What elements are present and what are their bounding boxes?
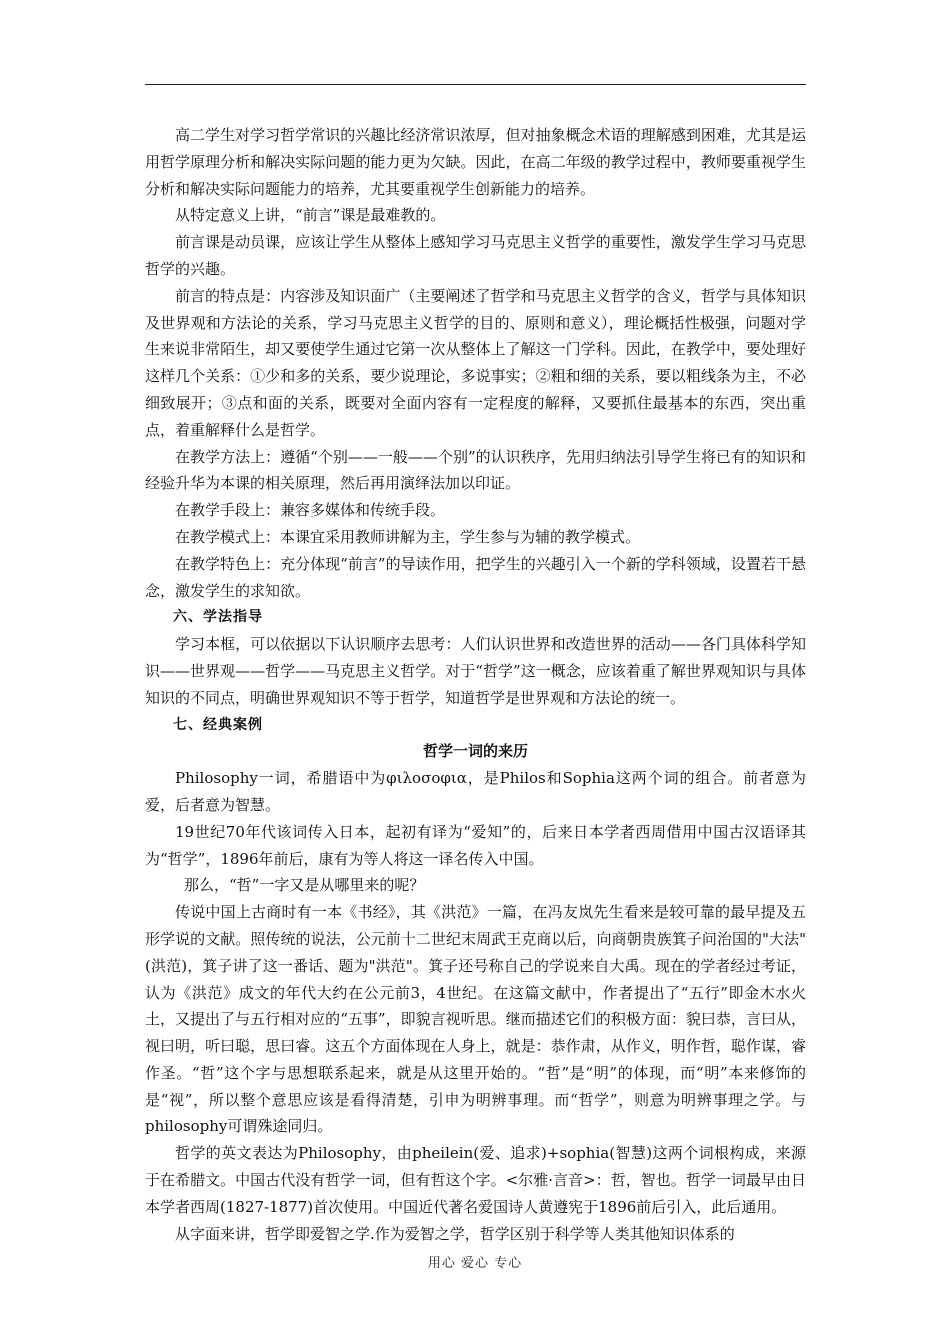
paragraph: 学习本框，可以依据以下认识顺序去思考：人们认识世界和改造世界的活动——各门具体科学知识——世界观——哲学——马克思主义哲学。对于“哲学”这一概念，应该着重了解世界观知识与具体知识的不同点，明确世界观知识不等于哲学，知道哲学是世界观和方法论的统一。: [145, 635, 806, 707]
paragraph: 在教学特色上：充分体现“前言”的导读作用，把学生的兴趣引入一个新的学科领域，设置若干悬念，激发学生的求知欲。: [145, 554, 806, 600]
paragraph: 那么，“哲”一字又是从哪里来的呢？: [184, 876, 425, 895]
paragraph: 在教学手段上：兼容多媒体和传统手段。: [175, 501, 446, 520]
paragraph: 前言课是动员课，应该让学生从整体上感知学习马克思主义哲学的重要性，激发学生学习马克思哲学的兴趣。: [145, 233, 806, 278]
paragraph: Philosophy一词，希腊语中为φιλοσοφια，是Philos和Sophia这两个词的组合。前者意为爱，后者意为智慧。: [145, 769, 806, 814]
document-body: [145, 122, 806, 1247]
paragraph: 哲学的英文表达为Philosophy，由pheilein(爱、追求)+sophia(智慧)这两个词根构成，来源于在希腊文。中国古代没有哲学一词，但有哲这个字。<尔雅·言音>：哲，智也。哲学一词最早由日本学者西周(1827-1877)首次使用。中国近代著名爱国诗人黄遵宪于1896前后引入，此后通用。: [145, 1144, 806, 1216]
paragraph: 前言的特点是：内容涉及知识面广（主要阐述了哲学和马克思主义哲学的含义，哲学与具体知识及世界观和方法论的关系，学习马克思主义哲学的目的、原则和意义），理论概括性极强，问题对学生来说非常陌生，却又要使学生通过它第一次从整体上了解这一门学科。因此，在教学中，要处理好这样几个关系：①少和多的关系，要少说理论，多说事实；②粗和细的关系，要以粗线条为主，不必细致展开；③点和面的关系，既要对全面内容有一定程度的解释，又要抓住最基本的东西，突出重点，着重解释什么是哲学。: [145, 286, 806, 439]
paragraph: 在教学方法上：遵循“个别——一般——个别”的认识秩序，先用归纳法引导学生将已有的知识和经验升华为本课的相关原理，然后再用演绎法加以印证。: [145, 447, 806, 493]
section-heading-classic-case: 七、经典案例: [173, 716, 263, 733]
paragraph: 从特定意义上讲，“前言”课是最难教的。: [175, 206, 446, 225]
section-heading-learning-method: 六、学法指导: [173, 609, 263, 626]
article-title: 哲学一词的来历: [422, 742, 528, 761]
paragraph: 19世纪70年代该词传入日本，起初有译为“爱知”的，后来日本学者西周借用中国古汉语译其为“哲学”，1896年前后，康有为等人将这一译名传入中国。: [145, 822, 806, 868]
paragraph: 传说中国上古商时有一本《书经》，其《洪范》一篇，在冯友岚先生看来是较可靠的最早提及五形学说的文献。照传统的说法，公元前十二世纪末周武王克商以后，向商朝贵族箕子问治国的"大法"(洪范)，箕子讲了这一番话、题为"洪范"。箕子还号称自己的学说来自大禹。现在的学者经过考证，认为《洪范》成文的年代大约在公元前3，4世纪。在这篇文献中，作者提出了“五行”即金木水火土，又提出了与五行相对应的“五事”，即貌言视听思。继而描述它们的积极方面：貌曰恭，言曰从，视曰明，听曰聪，思曰睿。这五个方面体现在人身上，就是：恭作肃，从作义，明作哲，聪作谋，睿作圣。“哲”这个字与思想联系起来，就是从这里开始的。“哲”是“明”的体现，而“明”本来修饰的是“视”，所以整个意思应该是看得清楚，引申为明辨事理。而“哲学”，则意为明辨事理之学。与philosophy可谓殊途同归。: [145, 903, 806, 1136]
paragraph: 高二学生对学习哲学常识的兴趣比经济常识浓厚，但对抽象概念术语的理解感到困难，尤其是运用哲学原理分析和解决实际问题的能力更为欠缺。因此，在高二年级的教学过程中，教师要重视学生分析和解决实际问题能力的培养，尤其要重视学生创新能力的培养。: [145, 126, 806, 198]
paragraph: 从字面来讲，哲学即爱智之学.作为爱智之学，哲学区别于科学等人类其他知识体系的: [175, 1224, 735, 1243]
page-footer: 用心 爱心 专心: [427, 1256, 523, 1271]
paragraph: 在教学模式上：本课宜采用教师讲解为主，学生参与为辅的教学模式。: [175, 527, 641, 546]
header-rule: [145, 84, 806, 85]
